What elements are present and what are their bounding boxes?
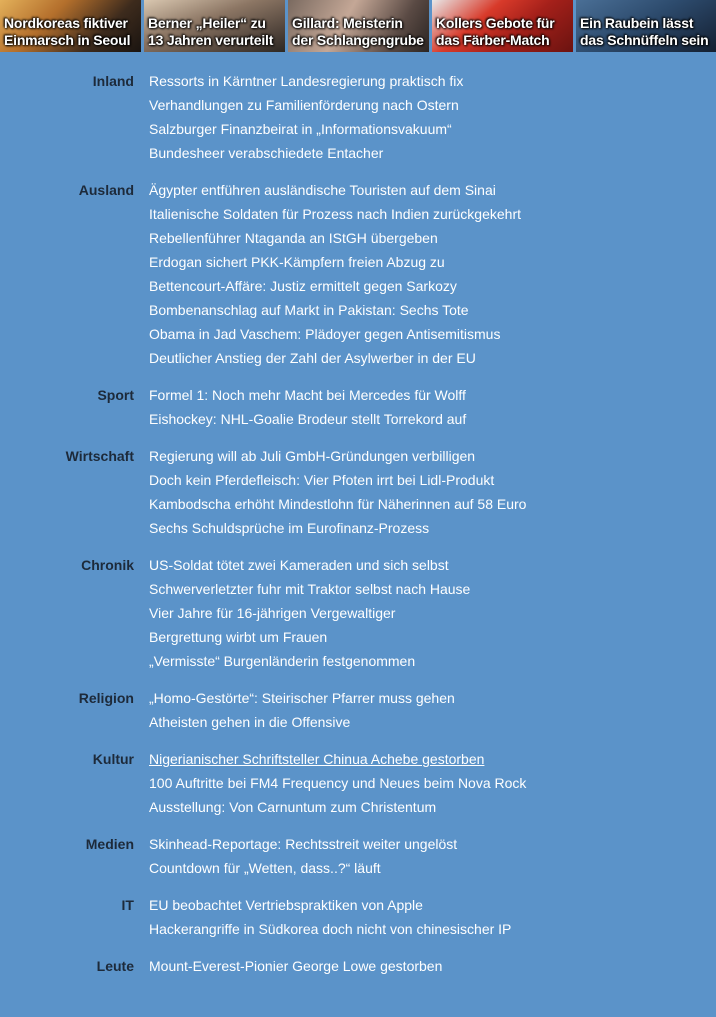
headline-link-hovered[interactable]: Nigerianischer Schriftsteller Chinua Achebe gestorben (149, 751, 485, 767)
headline-link[interactable]: Ausstellung: Von Carnuntum zum Christentum (149, 799, 437, 815)
headline-link[interactable]: Bombenanschlag auf Markt in Pakistan: Sechs Tote (149, 302, 469, 318)
teaser-koller[interactable] (432, 0, 573, 52)
headline-link[interactable]: Formel 1: Noch mehr Macht bei Mercedes für Wolff (149, 387, 466, 403)
headline-link[interactable]: US-Soldat tötet zwei Kameraden und sich selbst (149, 557, 449, 573)
headline-link[interactable]: Bergrettung wirbt um Frauen (149, 629, 328, 645)
headline-link[interactable]: Obama in Jad Vaschem: Plädoyer gegen Antisemitismus (149, 326, 501, 342)
headline-link[interactable]: Ressorts in Kärntner Landesregierung praktisch fix (149, 73, 464, 89)
section-ausland (0, 178, 716, 370)
teaser-strip (0, 0, 716, 52)
headline-link[interactable]: Sechs Schuldsprüche im Eurofinanz-Prozess (149, 520, 430, 536)
headline-link[interactable]: Mount-Everest-Pionier George Lowe gestorben (149, 958, 443, 974)
section-label[interactable]: Ausland (78, 182, 134, 198)
headline-link[interactable]: „Homo-Gestörte“: Steirischer Pfarrer muss gehen (149, 690, 455, 706)
headline-link[interactable]: Regierung will ab Juli GmbH-Gründungen verbilligen (149, 448, 476, 464)
headline-list (149, 832, 457, 880)
section-leute (0, 954, 716, 978)
headline-list (149, 686, 455, 734)
headline-link[interactable]: Hackerangriffe in Südkorea doch nicht von chinesischer IP (149, 921, 512, 937)
headline-list (149, 69, 463, 165)
headline-list (149, 178, 521, 370)
headline-list (149, 444, 526, 540)
headline-link[interactable]: Atheisten gehen in die Offensive (149, 714, 351, 730)
headline-link[interactable]: Eishockey: NHL-Goalie Brodeur stellt Torrekord auf (149, 411, 467, 427)
teaser-caption: Ein Raubein lässt das Schnüffeln sein (580, 15, 709, 48)
section-label[interactable]: Sport (97, 387, 134, 403)
headline-link[interactable]: EU beobachtet Vertriebspraktiken von Apple (149, 897, 423, 913)
section-wirtschaft (0, 444, 716, 540)
teaser-gillard[interactable] (288, 0, 429, 52)
section-label[interactable]: Inland (92, 73, 134, 89)
news-sections (0, 69, 716, 991)
headline-list (149, 954, 442, 978)
headline-link[interactable]: Doch kein Pferdefleisch: Vier Pfoten irrt bei Lidl-Produkt (149, 472, 495, 488)
section-inland (0, 69, 716, 165)
teaser-berner-heiler[interactable] (144, 0, 285, 52)
headline-link[interactable]: Countdown für „Wetten, dass..?“ läuft (149, 860, 381, 876)
section-chronik (0, 553, 716, 673)
section-label[interactable]: Wirtschaft (65, 448, 134, 464)
headline-link[interactable]: Salzburger Finanzbeirat in „Informationsvakuum“ (149, 121, 452, 137)
headline-link[interactable]: Schwerverletzter fuhr mit Traktor selbst nach Hause (149, 581, 471, 597)
headline-link[interactable]: 100 Auftritte bei FM4 Frequency und Neues beim Nova Rock (149, 775, 527, 791)
section-religion (0, 686, 716, 734)
teaser-caption: Berner „Heiler“ zu 13 Jahren verurteilt (148, 15, 274, 48)
section-it (0, 893, 716, 941)
headline-link[interactable]: Rebellenführer Ntaganda an IStGH übergeben (149, 230, 438, 246)
headline-list (149, 383, 466, 431)
headline-link[interactable]: Skinhead-Reportage: Rechtsstreit weiter ungelöst (149, 836, 458, 852)
headline-list (149, 893, 511, 941)
teaser-caption: Gillard: Meisterin der Schlangengrube (292, 15, 424, 48)
headline-link[interactable]: Vier Jahre für 16-jährigen Vergewaltiger (149, 605, 396, 621)
headline-link[interactable]: Bundesheer verabschiedete Entacher (149, 145, 384, 161)
headline-list (149, 747, 526, 819)
teaser-nordkorea[interactable] (0, 0, 141, 52)
section-medien (0, 832, 716, 880)
headline-link[interactable]: Kambodscha erhöht Mindestlohn für Näherinnen auf 58 Euro (149, 496, 527, 512)
headline-link[interactable]: Italienische Soldaten für Prozess nach Indien zurückgekehrt (149, 206, 521, 222)
headline-link[interactable]: Erdogan sichert PKK-Kämpfern freien Abzug zu (149, 254, 445, 270)
headline-link[interactable]: Verhandlungen zu Familienförderung nach Ostern (149, 97, 459, 113)
headline-list (149, 553, 470, 673)
section-kultur (0, 747, 716, 819)
headline-link[interactable]: Bettencourt-Affäre: Justiz ermittelt gegen Sarkozy (149, 278, 457, 294)
teaser-caption: Nordkoreas fiktiver Einmarsch in Seoul (4, 15, 131, 48)
section-sport (0, 383, 716, 431)
headline-link[interactable]: Deutlicher Anstieg der Zahl der Asylwerber in der EU (149, 350, 476, 366)
section-label[interactable]: Leute (96, 958, 134, 974)
section-label[interactable]: Religion (78, 690, 134, 706)
section-label[interactable]: Kultur (92, 751, 134, 767)
teaser-caption: Kollers Gebote für das Färber-Match (436, 15, 555, 48)
section-label[interactable]: IT (121, 897, 134, 913)
headline-link[interactable]: „Vermisste“ Burgenländerin festgenommen (149, 653, 416, 669)
section-label[interactable]: Medien (85, 836, 134, 852)
teaser-raubein[interactable] (576, 0, 716, 52)
headline-link[interactable]: Ägypter entführen ausländische Touristen auf dem Sinai (149, 182, 496, 198)
section-label[interactable]: Chronik (81, 557, 134, 573)
